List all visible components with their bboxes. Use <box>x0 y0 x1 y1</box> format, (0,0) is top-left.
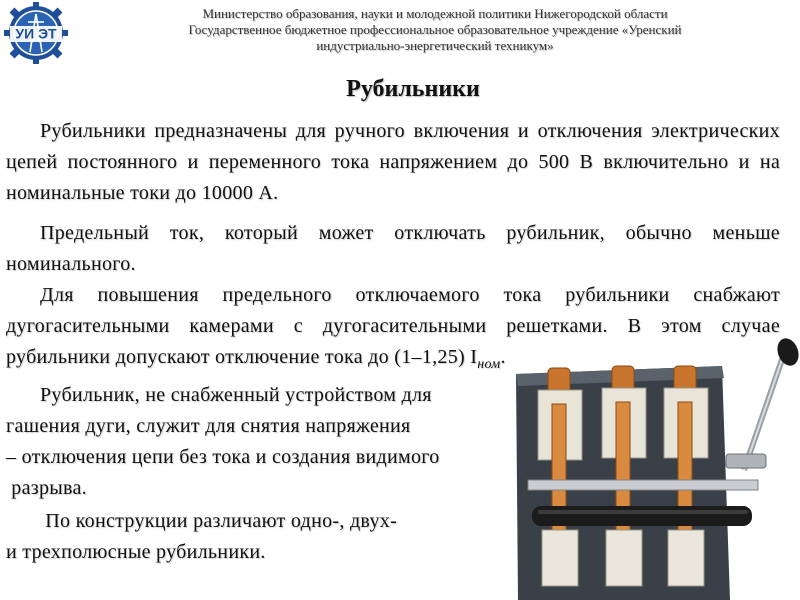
college-logo <box>4 2 68 64</box>
text-line: и трехполюсные рубильники. <box>6 541 266 563</box>
knife-switch-image <box>508 330 800 600</box>
logo-text: УИ ЭТ <box>15 25 57 42</box>
text-line: разрыва. <box>6 477 87 499</box>
paragraph-purpose: Рубильники предназначены для ручного включения и отключения электрических цепей постоянного и переменного тока напряжением до 500 В включительно и на номинальные токи до 10000 А. <box>6 120 780 204</box>
arc-chambers-text: Для повышения предельного отключаемого тока рубильники снабжают дугогасительными камерами с дугогасительными решетками. В этом случае рубильники допускают отключение тока до (1–1,25) I <box>6 284 780 368</box>
nominal-subscript: ном <box>477 357 501 372</box>
institution-line: Государственное бюджетное профессиональное образовательное учреждение «Уренский <box>188 22 682 37</box>
arc-chambers-end: . <box>500 346 506 368</box>
page-title: Рубильники <box>346 76 480 102</box>
ministry-line: Министерство образования, науки и молодежной политики Нижегородской области <box>202 6 668 21</box>
handle-lever <box>726 335 800 470</box>
paragraph-limit-current: Предельный ток, который может отключать рубильник, обычно меньше номинального. <box>6 222 780 275</box>
text-line: – отключения цепи без тока и создания видимого <box>6 446 440 468</box>
text-line: По конструкции различают одно-, двух- <box>40 510 398 532</box>
institution-line-2: индустриально-энергетический техникум» <box>316 38 554 53</box>
text-line: Рубильник, не снабженный устройством для <box>40 384 432 406</box>
header <box>0 0 800 68</box>
text-line: гашения дуги, служит для снятия напряжения <box>6 415 411 437</box>
institution-header <box>80 6 790 54</box>
